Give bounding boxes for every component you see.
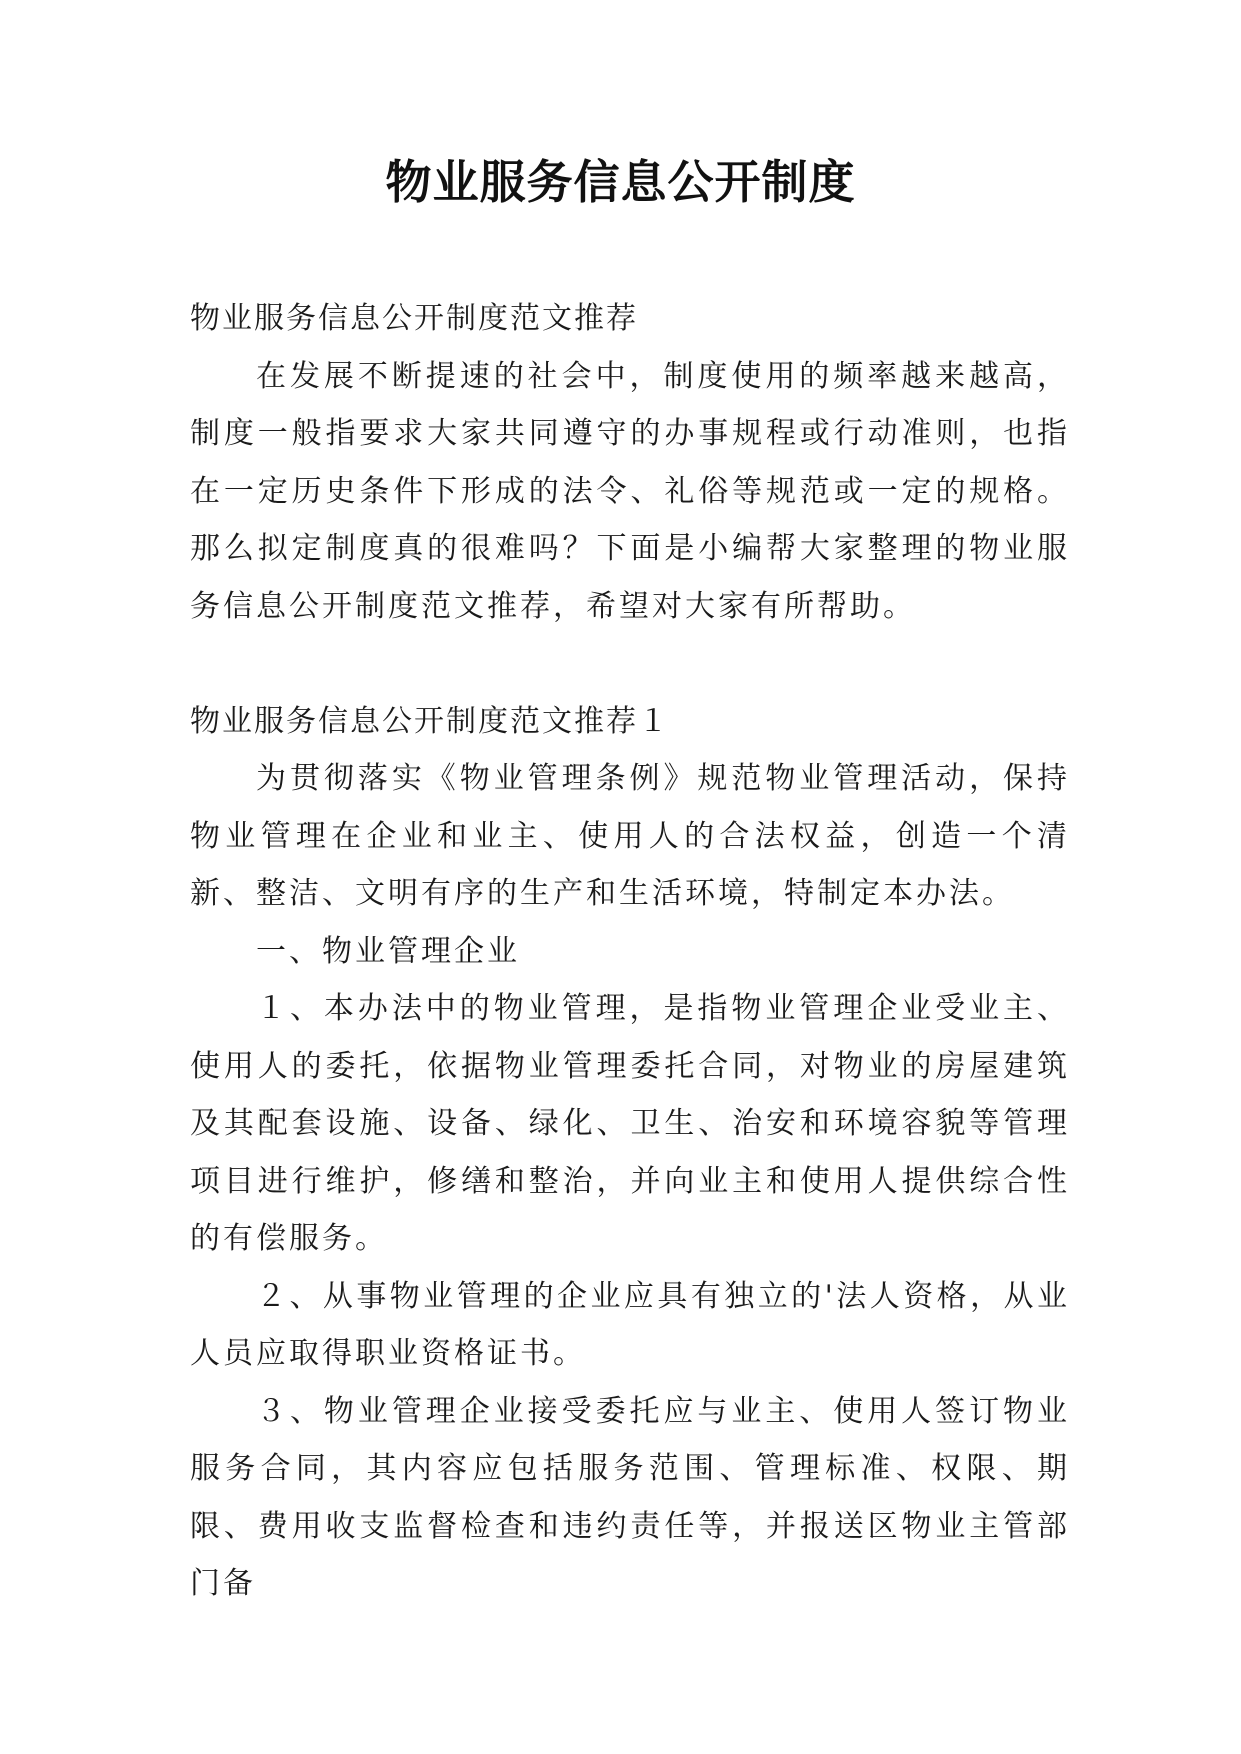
- document-body: [190, 290, 1070, 1613]
- section-intro-paragraph: 为贯彻落实《物业管理条例》规范物业管理活动，保持物业管理在企业和业主、使用人的合法权益，创造一个清新、整洁、文明有序的生产和生活环境，特制定本办法。: [190, 761, 1070, 911]
- document-subtitle: 物业服务信息公开制度范文推荐: [190, 301, 638, 336]
- intro-paragraph: 在发展不断提速的社会中，制度使用的频率越来越高，制度一般指要求大家共同遵守的办事规程或行动准则，也指在一定历史条件下形成的法令、礼俗等规范或一定的规格。那么拟定制度真的很难吗？下面是小编帮大家整理的物业服务信息公开制度范文推荐，希望对大家有所帮助。: [190, 358, 1070, 624]
- clause-1: １、本办法中的物业管理，是指物业管理企业受业主、使用人的委托，依据物业管理委托合同，对物业的房屋建筑及其配套设施、设备、绿化、卫生、治安和环境容貌等管理项目进行维护，修缮和整治，并向业主和使用人提供综合性的有偿服务。: [190, 991, 1070, 1256]
- clause-3: ３、物业管理企业接受委托应与业主、使用人签订物业服务合同，其内容应包括服务范围、管理标准、权限、期限、费用收支监督检查和违约责任等，并报送区物业主管部门备: [190, 1393, 1070, 1601]
- document-title: 物业服务信息公开制度: [385, 155, 856, 209]
- clause-2: ２、从事物业管理的企业应具有独立的'法人资格，从业人员应取得职业资格证书。: [190, 1278, 1070, 1371]
- section-heading: 物业服务信息公开制度范文推荐１: [190, 703, 670, 739]
- part-heading: 一、物业管理企业: [256, 933, 520, 969]
